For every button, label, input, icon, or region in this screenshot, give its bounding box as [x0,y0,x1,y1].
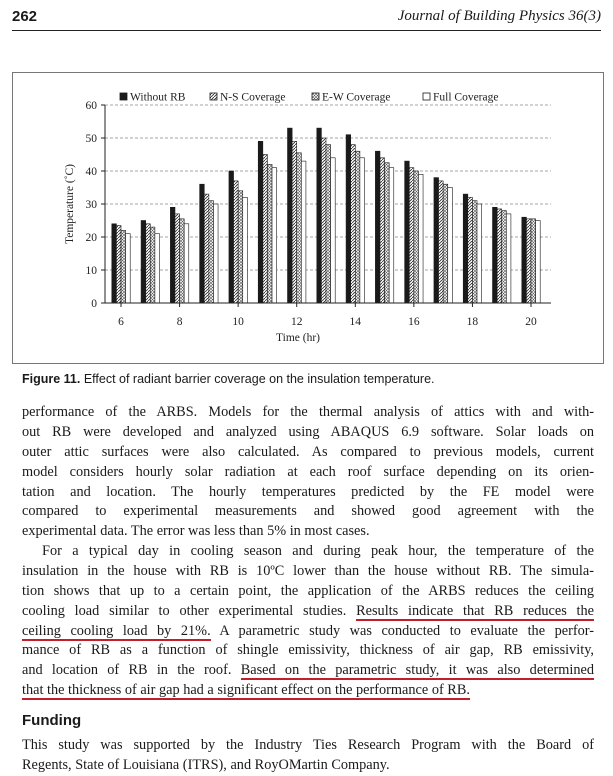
bar-hatch [351,145,356,303]
bar-hatch [380,158,385,303]
y-axis-label: Temperature (˚C) [64,164,76,244]
bar-solid [434,178,439,303]
bar-solid [317,128,322,303]
y-tick-label: 60 [85,100,97,112]
legend-label: N-S Coverage [220,91,286,104]
bar-open [506,214,511,303]
x-tick-label: 6 [118,316,124,328]
figure-caption-text: Effect of radiant barrier coverage on the insulation temperature. [80,372,435,386]
bar-solid [112,224,117,303]
legend-label: Full Coverage [433,91,499,104]
x-tick-label: 8 [176,316,183,328]
bar-crosshatch [443,184,448,303]
bar-open [536,221,541,304]
bar-open [448,188,453,304]
legend-label: Without RB [130,91,186,104]
bar-hatch [204,194,209,303]
text-line: For a typical day in cooling season and during peak hour, the temperature of the [42,543,594,559]
text-line: compared to experimental measurements and showed good agreement with the [22,503,594,520]
journal-title: Journal of Building Physics 36(3) [397,8,601,24]
figure-11 [12,72,604,364]
x-tick-label: 16 [408,316,420,328]
highlighted-finding: ceiling cooling load by 21%. [22,622,211,639]
bar-hatch [263,155,268,304]
text-line: outer attic surfaces were also calculated. As compared to previous models, current [22,443,594,460]
text-line: performance of the ARBS. Models for the thermal analysis of attics with and with- [22,404,594,420]
x-tick-label: 10 [232,316,244,328]
page-number: 262 [12,8,38,25]
bar-hatch [526,219,531,303]
bar-open [360,158,365,303]
text-line [22,681,594,701]
text-line: insulation in the house with RB is 10ºC lower than the house without RB. The simula- [22,562,594,579]
figure-label: Figure 11. [22,372,81,386]
bar-crosshatch [121,230,126,303]
bar-crosshatch [326,145,331,303]
bar-hatch [409,168,414,303]
highlighted-finding: that the thickness of air gap had a significant effect on the performance of RB. [22,682,470,699]
highlighted-finding: Results indicate that RB reduces the [356,602,595,619]
legend-swatch [210,93,217,100]
bar-crosshatch [472,201,477,303]
y-tick-label: 30 [85,199,97,211]
x-axis-label: Time (hr) [276,332,320,344]
bar-solid [170,207,175,303]
funding-heading: Funding [22,712,82,729]
bar-solid [375,151,380,303]
bar-open [184,224,189,303]
funding-text [22,736,594,776]
bar-open [213,204,218,303]
bar-solid [463,194,468,303]
legend-label: E-W Coverage [322,91,391,104]
bar-hatch [321,138,326,303]
bar-crosshatch [355,151,360,303]
bar-solid [229,171,234,303]
legend-swatch [312,93,319,100]
bar-crosshatch [267,164,272,303]
bar-open [126,234,131,303]
bar-crosshatch [297,153,302,303]
text-line: tation and location. The hourly temperatures predicted by the FE model were [22,483,594,500]
highlighted-finding: Based on the parametric study, it was also determined [240,662,594,679]
bar-solid [200,184,205,303]
bar-solid [522,217,527,303]
x-tick-label: 18 [466,316,479,328]
bar-solid [141,221,146,304]
legend-swatch [423,93,430,100]
bar-hatch [468,197,473,303]
bar-hatch [292,141,297,303]
bar-crosshatch [502,211,507,303]
bar-crosshatch [238,191,243,303]
y-tick-label: 0 [91,298,97,310]
bar-hatch [439,181,444,303]
bar-crosshatch [150,227,155,303]
bar-open [331,158,336,303]
text-line: out RB were developed and analyzed using ABAQUS 6.9 software. Solar loads on [22,423,594,440]
bar-open [301,161,306,303]
bar-hatch [234,181,239,303]
bar-crosshatch [180,219,185,303]
text-line: mance of RB as a function of shingle emissivity, thickness of air gap, RB emissivity, [22,642,594,659]
paragraph-1 [22,403,594,542]
text-line: experimental data. The error was less than 5% in most cases. [22,523,370,540]
x-tick-label: 12 [290,316,303,328]
bar-solid [288,128,293,303]
text-line [22,622,594,642]
text-line [22,661,594,681]
bar-open [418,174,423,303]
bar-solid [493,207,498,303]
text-run: and location of RB in the roof. [22,662,241,679]
text-run: cooling load similar to other experimental studies. [22,602,357,619]
y-tick-label: 50 [85,133,97,145]
bar-hatch [175,214,180,303]
bar-open [389,168,394,303]
bar-open [272,168,277,303]
bar-open [155,234,160,303]
text-line: This study was supported by the Industry Ties Research Program with the Board of [22,737,594,753]
bar-crosshatch [385,163,390,303]
bar-open [243,197,248,303]
x-tick-label: 20 [525,316,537,328]
y-tick-label: 10 [85,265,97,277]
bar-hatch [497,209,502,303]
bar-hatch [146,224,151,303]
bar-crosshatch [414,171,419,303]
x-tick-label: 14 [349,316,362,328]
text-line [22,602,594,622]
y-tick-label: 20 [85,232,97,244]
bar-open [477,204,482,303]
text-run: A parametric study was conducted to evaluate the perfor- [210,622,594,639]
legend-swatch [120,93,127,100]
text-line: model considers hourly solar radiation at each roof surface depending on its orien- [22,463,594,480]
paragraph-2 [22,542,594,701]
text-line: tion shows that up to a certain point, the application of the ARBS reduces the ceiling [22,582,594,599]
y-tick-label: 40 [85,166,97,178]
text-line: Regents, State of Louisiana (ITRS), and RoyOMartin Company. [22,756,390,773]
bar-solid [346,135,351,303]
bar-chart [13,73,603,363]
bar-crosshatch [531,219,536,303]
bar-crosshatch [209,201,214,303]
running-header [12,6,601,31]
bar-hatch [116,225,121,303]
bar-solid [405,161,410,303]
figure-caption [22,372,435,386]
bar-solid [258,141,263,303]
